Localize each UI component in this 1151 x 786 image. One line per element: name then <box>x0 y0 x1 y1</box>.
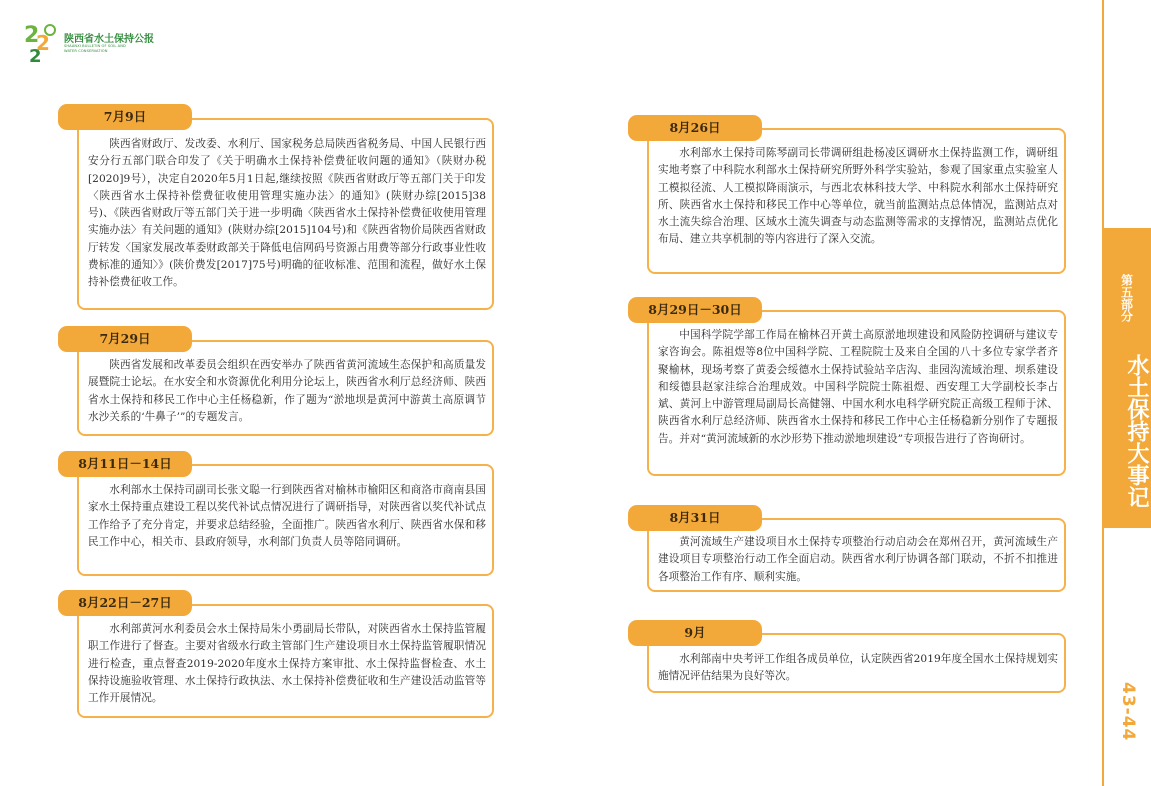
event-date: 8月11日－14日 <box>58 451 192 477</box>
event-text: 水利部水土保持司副司长张文聪一行到陕西省对榆林市榆阳区和商洛市商南县国家水土保持重点建设工程以奖代补试点情况进行了调研指导，对陕西省以奖代补试点工作给予了充分肯定，并要求总结经验，全面推广。陕西省水利厅、陕西省水保和移民工作中心，相关市、县政府领导，水利部门负责人员等陪同调研。 <box>88 484 486 548</box>
svg-text:2: 2 <box>29 46 42 64</box>
event-text: 中国科学院学部工作局在榆林召开黄土高原淤地坝建设和风险防控调研与建议专家咨询会。陈祖煜等8位中国科学院、工程院院士及来自全国的八十多位专家学者齐聚榆林，现场考察了黄委会绥德水土保持试验站辛店沟、韭园沟流域治理、坝系建设和绥德县赵家洼综合治理成效。中国科学院院士陈祖煜、西安理工大学副校长李占斌、黄河上中游管理局副局长高健翎、中国水利水电科学研究院正高级工程师于沭、陕西省水利厅总经济师、陕西省水土保持和移民工作中心主任杨稳新分别作了专题报告。并对“黄河流域新的水沙形势下推动淤地坝建设”专项报告进行了咨询研讨。 <box>658 329 1058 445</box>
event-text: 水利部水土保持司陈琴副司长带调研组赴杨凌区调研水土保持监测工作，调研组实地考察了中科院水利部水土保持研究所野外科学实验站，参观了国家重点实验室人工模拟径流、人工模拟降雨演示，与西北农林科技大学、中科院水利部水土保持研究所、陕西省水土保持和移民工作中心等单位，就当前监测站点总体情况，监测站点对水土流失综合治理、区域水土流失调查与动态监测等需求的支撑情况，监测站点优化布局、建立共享机制的等内容进行了深入交流。 <box>658 147 1058 246</box>
event-date: 8月29日－30日 <box>628 297 762 323</box>
bulletin-subtitle: SHAANXI BULLETIN OF SOIL AND WATER CONSERVATION <box>64 44 126 53</box>
event-text: 黄河流域生产建设项目水土保持专项整治行动启动会在郑州召开，黄河流域生产建设项目专项整治行动工作全面启动。陕西省水利厅协调各部门联动，不折不扣推进各项整治工作有序、顺利实施。 <box>658 536 1058 583</box>
logo-2020-icon <box>24 20 60 64</box>
section-part-label: 第五部分 <box>1119 274 1134 322</box>
event-text: 陕西省财政厅、发改委、水利厅、国家税务总局陕西省税务局、中国人民银行西安分行五部门联合印发了《关于明确水土保持补偿费征收问题的通知》（陕财办税[2020]9号），决定自2020年5月1日起,继续按照《陕西省财政厅等五部门关于印发〈陕西省水土保持补偿费征收使用管理实施办法〉的通知》(陕财办综[2015]38号)、《陕西省财政厅等五部门关于进一步明确〈陕西省水土保持补偿费征收使用管理实施办法〉有关问题的通知》(陕财办综[2015]104号)和《陕西省物价局陕西省财政厅转发〈国家发展改革委财政部关于降低电信网码号资源占用费等部分行政事业性收费标准的通知〉》(陕价费发[2017]75号)明确的征收标准、范围和流程，做好水土保持补偿费征收工作。 <box>88 138 486 289</box>
svg-text:2: 2 <box>36 31 50 55</box>
page-numbers: 43-44 <box>1118 682 1138 742</box>
event-text: 水利部南中央考评工作组各成员单位，认定陕西省2019年度全国水土保持规划实施情况评估结果为良好等次。 <box>658 653 1058 683</box>
bulletin-title: 陕西省水土保持公报 <box>64 34 154 45</box>
event-date: 7月29日 <box>58 326 192 352</box>
bulletin-logo <box>24 20 224 64</box>
svg-text:2: 2 <box>24 23 40 48</box>
event-text: 水利部黄河水利委员会水土保持局朱小勇副局长带队，对陕西省水土保持监管履职工作进行了督查。主要对省级水行政主管部门生产建设项目水土保持监管履职情况进行检查，重点督查2019-2020年度水土保持方案审批、水土保持监督检查、水土保持设施验收管理、水土保持行政执法、水土保持补偿费征收和生产建设活动监管等工作开展情况。 <box>88 623 486 705</box>
event-date: 7月9日 <box>58 104 192 130</box>
event-date: 8月31日 <box>628 505 762 531</box>
event-date: 8月26日 <box>628 115 762 141</box>
event-text: 陕西省发展和改革委员会组织在西安举办了陕西省黄河流域生态保护和高质量发展暨院士论坛。在水安全和水资源优化利用分论坛上，陕西省水利厅总经济师、陕西省水土保持和移民工作中心主任杨稳新，作了题为“淤地坝是黄河中游黄土高原调节水沙关系的‘牛鼻子’”的专题发言。 <box>88 359 486 423</box>
event-date: 8月22日－27日 <box>58 590 192 616</box>
section-title: 水土保持大事记 <box>1124 353 1149 508</box>
event-date: 9月 <box>628 620 762 646</box>
